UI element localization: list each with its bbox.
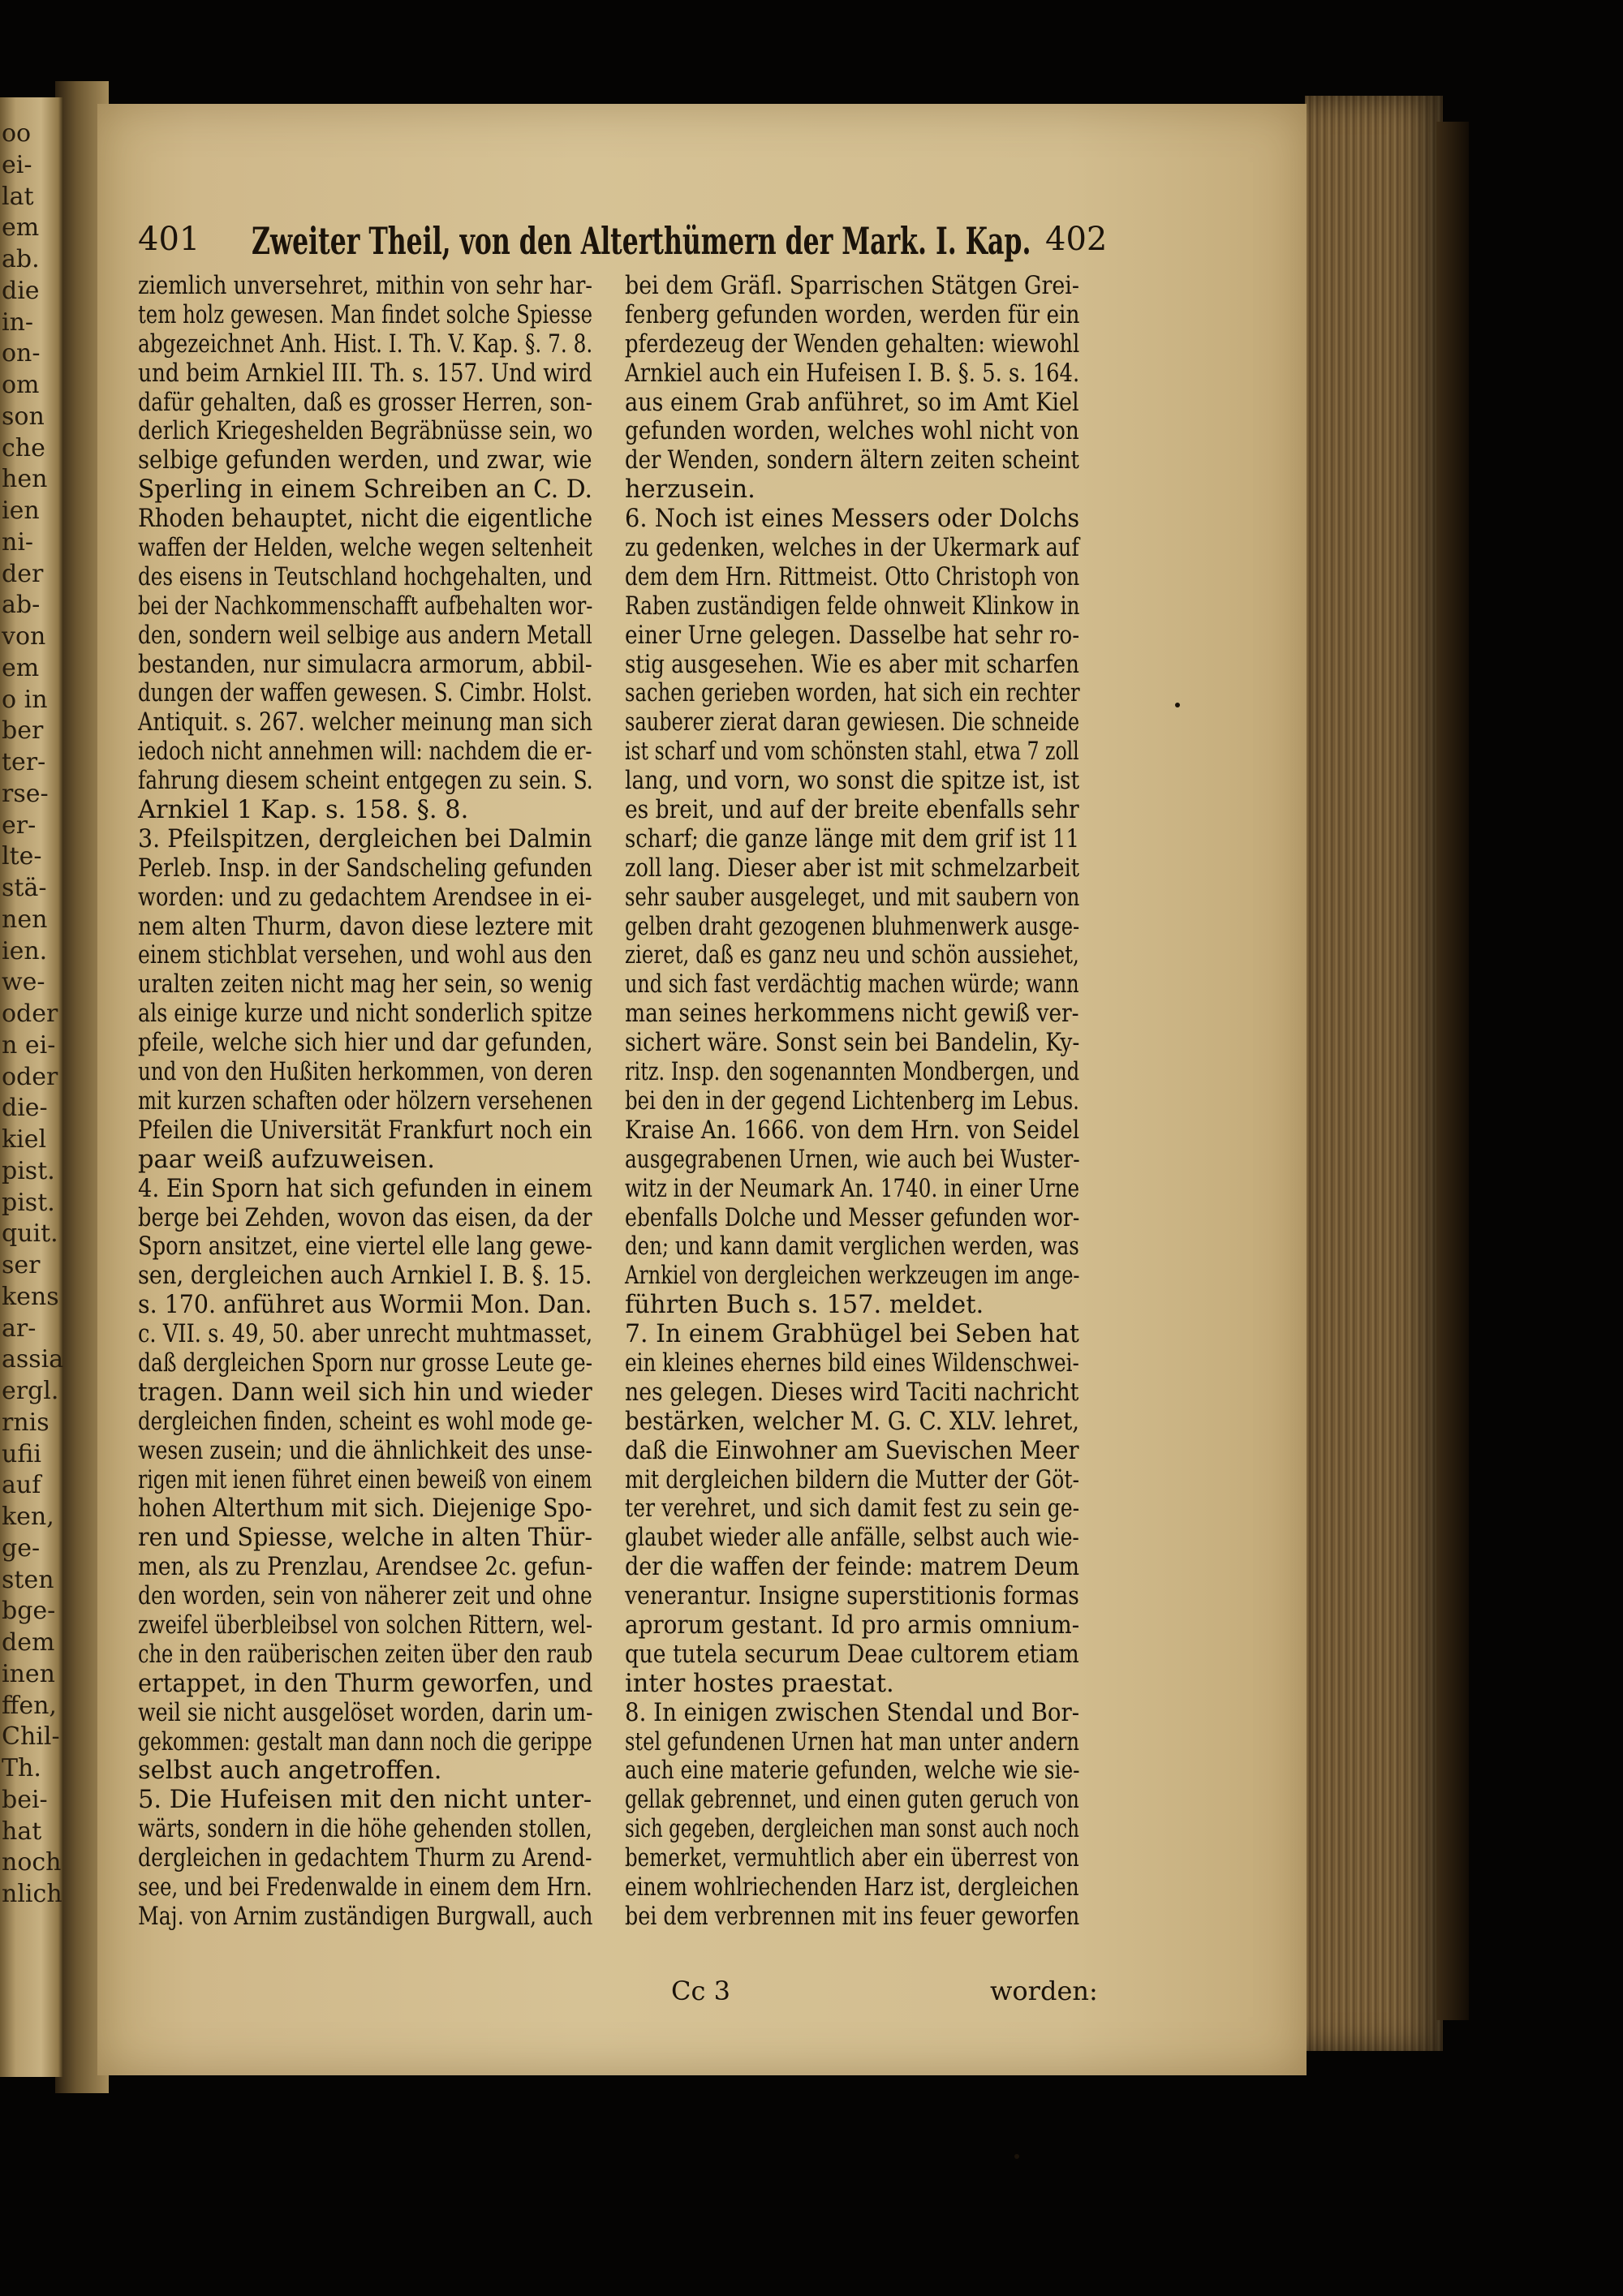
- right-column-line: auch eine materie gefunden, welche wie sie-: [625, 1756, 1080, 1786]
- left-column-line: nem alten Thurm, davon diese leztere mit: [138, 912, 593, 941]
- right-column-line: man seines herkommens nicht gewiß ver-: [625, 1000, 1079, 1029]
- left-column-line: mit kurzen schaften oder hölzern versehenen: [138, 1086, 593, 1116]
- left-column-line: Antiquit. s. 267. welcher meinung man sich: [138, 708, 593, 737]
- left-page-text-fragment: assia: [2, 1345, 63, 1374]
- left-column-line: c. VII. s. 49, 50. aber unrecht muhtmasset,: [138, 1320, 593, 1349]
- right-column-line: sichert wäre. Sonst sein bei Bandelin, Ky-: [625, 1029, 1080, 1058]
- left-page-text-fragment: ab-: [2, 591, 41, 620]
- left-page-text-fragment: em: [2, 213, 40, 243]
- left-page-text-fragment: quit.: [2, 1219, 58, 1249]
- left-page-text-fragment: stä-: [2, 874, 47, 902]
- right-column-line: ist scharf und vom schönsten stahl, etwa 7 zoll: [625, 737, 1079, 767]
- left-page-text-fragment: die: [2, 276, 40, 305]
- left-page-text-fragment: ufii: [2, 1439, 41, 1468]
- left-column-line: selbige gefunden werden, und zwar, wie: [138, 446, 592, 475]
- right-column-line: Kraise An. 1666. von dem Hrn. von Seidel: [625, 1116, 1080, 1145]
- right-column-line: bestärken, welcher M. G. C. XLV. lehret,: [625, 1407, 1080, 1436]
- right-column-line: venerantur. Insigne superstitionis formas: [625, 1582, 1079, 1611]
- left-column-line: tragen. Dann weil sich hin und wieder: [138, 1378, 592, 1407]
- right-column-line: ritz. Insp. den sogenannten Mondbergen, und: [625, 1058, 1080, 1087]
- right-column-line: dem dem Hrn. Rittmeist. Otto Christoph von: [625, 562, 1080, 591]
- left-page-text-fragment: von: [2, 622, 46, 651]
- left-page-text-fragment: ffen,: [2, 1691, 57, 1720]
- left-column-line: Perleb. Insp. in der Sandscheling gefunden: [138, 853, 592, 883]
- left-column-line: dungen der waffen gewesen. S. Cimbr. Holst.: [138, 679, 592, 708]
- left-column-line: Sporn ansitzet, eine viertel elle lang gewe-: [138, 1232, 592, 1262]
- left-page-text-fragment: on-: [2, 339, 41, 368]
- right-column-line: lang, und vorn, wo sonst die spitze ist, ist: [625, 767, 1080, 796]
- left-column-line: fahrung diesem scheint entgegen zu sein. S.: [138, 767, 593, 796]
- left-page-text-fragment: pist.: [2, 1188, 55, 1217]
- left-column-line: als einige kurze und nicht sonderlich spitze: [138, 1000, 593, 1029]
- right-column-line: ebenfalls Dolche und Messer gefunden wor-: [625, 1203, 1080, 1232]
- left-page-text-fragment: kens: [2, 1282, 59, 1311]
- left-page-text-fragment: oder: [2, 1000, 58, 1028]
- right-column-line: stel gefundenen Urnen hat man unter andern: [625, 1727, 1079, 1756]
- paper-speck: [1175, 703, 1180, 707]
- left-page-text-fragment: em: [2, 653, 40, 682]
- left-column-line: ertappet, in den Thurm geworfen, und: [138, 1669, 593, 1698]
- left-page-text-fragment: pist.: [2, 1156, 55, 1185]
- right-column-line: herzusein.: [625, 475, 756, 505]
- left-column-line: weil sie nicht ausgelöset worden, darin um-: [138, 1698, 593, 1727]
- right-column-line: einem wohlriechenden Harz ist, dergleichen: [625, 1872, 1079, 1902]
- right-column-line: ausgegrabenen Urnen, wie auch bei Wuster-: [625, 1145, 1080, 1174]
- left-column-line: ren und Spiesse, welche in alten Thür-: [138, 1524, 593, 1553]
- left-page-text-fragment: kiel: [2, 1125, 47, 1154]
- left-page-text-fragment: nlich: [2, 1880, 62, 1908]
- paper-speck: [1014, 2154, 1019, 2159]
- left-column-line: hohen Alterthum mit sich. Diejenige Spo-: [138, 1494, 592, 1524]
- left-column-line: che in den raüberischen zeiten über den raub: [138, 1640, 593, 1669]
- right-column-line: daß die Einwohner am Suevischen Meer: [625, 1436, 1079, 1465]
- left-column-line: einem stichblat versehen, und wohl aus den: [138, 941, 592, 970]
- right-column-line: gefunden worden, welches wohl nicht von: [625, 417, 1079, 446]
- left-page-text-fragment: dem: [2, 1628, 55, 1657]
- right-column-line: gelben draht gezogenen bluhmenwerk ausge-: [625, 912, 1080, 941]
- left-page-text-fragment: lat: [2, 182, 34, 211]
- left-page-text-fragment: noch: [2, 1848, 62, 1877]
- left-column-line: zweifel überbleibsel von solchen Rittern, wel-: [138, 1610, 593, 1640]
- left-page-text-fragment: rse-: [2, 779, 49, 808]
- left-page-text-fragment: nen: [2, 905, 48, 934]
- right-column-line: sehr sauber ausgeleget, und mit saubern von: [625, 883, 1080, 912]
- right-column-line: sauberer zierat daran gewiesen. Die schneide: [625, 708, 1080, 737]
- left-column-line: Sperling in einem Schreiben an C. D.: [138, 475, 593, 505]
- left-page-text-fragment: ei-: [2, 150, 32, 179]
- right-column-line: zu gedenken, welches in der Ukermark auf: [625, 534, 1079, 563]
- left-column-line: den, sondern weil selbige aus andern Metall: [138, 621, 592, 650]
- right-column-line: pferdezeug der Wenden gehalten: wiewohl: [625, 329, 1080, 359]
- right-column-line: witz in der Neumark An. 1740. in einer Urne: [625, 1174, 1080, 1203]
- right-column-line: bei dem verbrennen mit ins feuer geworfen: [625, 1902, 1080, 1931]
- left-page-text-fragment: ber: [2, 716, 44, 746]
- left-column-line: abgezeichnet Anh. Hist. I. Th. V. Kap. §. 7. 8.: [138, 329, 593, 359]
- right-column-line: aus einem Grab anführet, so im Amt Kiel: [625, 388, 1079, 417]
- page-fore-edge: [1305, 96, 1443, 2051]
- left-page-text-fragment: sten: [2, 1565, 54, 1594]
- left-page-text-fragment: der: [2, 559, 44, 588]
- left-column-line: iedoch nicht annehmen will: nachdem die er-: [138, 737, 592, 767]
- right-column-line: 6. Noch ist eines Messers oder Dolchs: [625, 505, 1080, 534]
- left-column-line: Rhoden behauptet, nicht die eigentliche: [138, 505, 593, 534]
- left-page-text-fragment: we-: [2, 968, 45, 997]
- left-column-line: ziemlich unversehret, mithin von sehr har-: [138, 272, 593, 300]
- right-column-line: bemerket, vermuhtlich aber ein überrest von: [625, 1844, 1079, 1873]
- left-page-text-fragment: hen: [2, 465, 48, 494]
- right-column-line: glaubet wieder alle anfälle, selbst auch wie-: [625, 1524, 1079, 1553]
- left-column-line: waffen der Helden, welche wegen seltenheit: [138, 534, 592, 563]
- left-column-line: und von den Hußiten herkommen, von deren: [138, 1058, 593, 1087]
- right-column-line: scharf; die ganze länge mit dem grif ist 11: [625, 824, 1080, 853]
- left-column-line: den worden, sein von näherer zeit und ohne: [138, 1582, 592, 1611]
- right-column-line: que tutela securum Deae cultorem etiam: [625, 1640, 1079, 1669]
- right-column-line: zoll lang. Dieser aber ist mit schmelzarbeit: [625, 853, 1080, 883]
- left-page-text-fragment: ien: [2, 497, 40, 525]
- book-block-shadow: [1436, 122, 1469, 2020]
- left-column-line: bestanden, nur simulacra armorum, abbil-: [138, 650, 592, 679]
- left-column-line: und beim Arnkiel III. Th. s. 157. Und wird: [138, 359, 592, 388]
- left-page-text-fragment: che: [2, 433, 45, 462]
- page-header: [138, 221, 1112, 269]
- right-column-line: aprorum gestant. Id pro armis omnium-: [625, 1610, 1080, 1640]
- right-column-line: fenberg gefunden worden, werden für ein: [625, 300, 1080, 329]
- page-number-right: 402: [1045, 221, 1108, 258]
- right-column-line: gellak gebrennet, und einen guten geruch von: [625, 1786, 1079, 1815]
- left-column-line: uralten zeiten nicht mag her sein, so wenig: [138, 970, 593, 1000]
- page-number-left: 401: [138, 221, 200, 258]
- text-column-right: [625, 272, 1079, 1932]
- left-page-text-fragment: Chil-: [2, 1722, 60, 1752]
- left-page-text-fragment: om: [2, 371, 40, 399]
- left-page-text-fragment: auf: [2, 1471, 41, 1500]
- running-title: Zweiter Theil, von den Alterthümern der Mark. I. Kap.: [252, 219, 1031, 263]
- left-column-line: rigen mit ienen führet einen beweiß von einem: [138, 1465, 592, 1494]
- left-column-line: paar weiß aufzuweisen.: [138, 1145, 435, 1174]
- left-page-text-fragment: ien.: [2, 936, 48, 965]
- left-column-line: wärts, sondern in die höhe gehenden stollen,: [138, 1815, 592, 1844]
- right-column-line: sich gegeben, dergleichen man sonst auch noch: [625, 1815, 1079, 1844]
- right-column-line: Arnkiel auch ein Hufeisen I. B. §. 5. s. 164.: [625, 359, 1080, 388]
- right-column-line: 7. In einem Grabhügel bei Seben hat: [625, 1320, 1079, 1349]
- left-column-line: dergleichen in gedachtem Thurm zu Arend-: [138, 1844, 592, 1873]
- left-page-text-fragment: oder: [2, 1062, 58, 1091]
- right-column-line: einer Urne gelegen. Dasselbe hat sehr ro-: [625, 621, 1080, 650]
- right-column-line: inter hostes praestat.: [625, 1669, 894, 1698]
- left-page-text-fragment: o in: [2, 685, 48, 714]
- left-column-line: dafür gehalten, daß es grosser Herren, son-: [138, 388, 592, 417]
- right-column-line: stig ausgesehen. Wie es aber mit scharfen: [625, 650, 1079, 679]
- left-page-text-fragment: in-: [2, 307, 34, 337]
- left-column-line: des eisens in Teutschland hochgehalten, und: [138, 562, 592, 591]
- left-page-text-fragment: ergl.: [2, 1377, 59, 1405]
- left-page-text-fragment: ser: [2, 1251, 41, 1279]
- left-column-line: daß dergleichen Sporn nur grosse Leute ge-: [138, 1348, 593, 1378]
- right-column-line: mit dergleichen bildern die Mutter der Göt-: [625, 1465, 1080, 1494]
- left-column-line: 4. Ein Sporn hat sich gefunden in einem: [138, 1174, 593, 1203]
- left-page-text-fragment: ar-: [2, 1314, 37, 1343]
- right-column-line: bei dem Gräfl. Sparrischen Stätgen Grei-: [625, 272, 1080, 300]
- right-column-line: ter verehret, und sich damit fest zu sein ge-: [625, 1494, 1080, 1524]
- left-column-line: selbst auch angetroffen.: [138, 1756, 442, 1786]
- right-column-line: bei den in der gegend Lichtenberg im Lebus.: [625, 1086, 1079, 1116]
- left-page-text-fragment: bei-: [2, 1785, 48, 1814]
- left-column-line: sen, dergleichen auch Arnkiel I. B. §. 15.: [138, 1262, 592, 1291]
- left-column-line: see, und bei Fredenwalde in einem dem Hrn.: [138, 1872, 592, 1902]
- right-column-line: Arnkiel von dergleichen werkzeugen im ange-: [625, 1262, 1080, 1291]
- left-page-text-fragment: n ei-: [2, 1030, 56, 1060]
- right-column-line: den; und kann damit verglichen werden, was: [625, 1232, 1079, 1262]
- right-column-line: der die waffen der feinde: matrem Deum: [625, 1553, 1079, 1582]
- left-page-text-fragment: die-: [2, 1094, 48, 1123]
- left-page-text-fragment: ge-: [2, 1533, 41, 1563]
- right-column-line: nes gelegen. Dieses wird Taciti nachricht: [625, 1378, 1079, 1407]
- left-page-text-fragment: ni-: [2, 527, 34, 557]
- left-column-line: berge bei Zehden, wovon das eisen, da der: [138, 1203, 592, 1232]
- left-page-text-fragment: inen: [2, 1659, 55, 1688]
- right-column-line: führten Buch s. 157. meldet.: [625, 1291, 984, 1320]
- right-column-line: und sich fast verdächtig machen würde; wann: [625, 970, 1079, 1000]
- left-page-text-fragment: er-: [2, 810, 37, 840]
- left-column-line: s. 170. anführet aus Wormii Mon. Dan.: [138, 1291, 592, 1320]
- left-column-line: Pfeilen die Universität Frankfurt noch ein: [138, 1116, 592, 1145]
- left-column-line: 5. Die Hufeisen mit den nicht unter-: [138, 1786, 592, 1815]
- right-column-line: ein kleines ehernes bild eines Wildenschwei-: [625, 1348, 1079, 1378]
- left-page-text-fragment: hat: [2, 1817, 42, 1846]
- left-page-text-fragment: ken,: [2, 1503, 54, 1531]
- left-page-text-fragment: rnis: [2, 1408, 50, 1437]
- left-column-line: dergleichen finden, scheint es wohl mode ge-: [138, 1407, 593, 1436]
- left-column-line: 3. Pfeilspitzen, dergleichen bei Dalmin: [138, 824, 592, 853]
- right-column-line: Raben zuständigen felde ohnweit Klinkow in: [625, 591, 1080, 621]
- left-page-edge: [0, 97, 63, 2077]
- left-column-line: men, als zu Prenzlau, Arendsee 2c. gefun-: [138, 1553, 593, 1582]
- left-page-text-fragment: ab.: [2, 245, 40, 273]
- right-column-line: es breit, und auf der breite ebenfalls sehr: [625, 796, 1079, 825]
- left-page-text-fragment: ter-: [2, 748, 46, 776]
- catchword: worden:: [990, 1976, 1098, 2006]
- left-column-line: worden: und zu gedachtem Arendsee in ei-: [138, 883, 592, 912]
- left-page-text-fragment: Th.: [2, 1754, 41, 1782]
- left-column-line: wesen zusein; und die ähnlichkeit des unse-: [138, 1436, 593, 1465]
- left-page-text-fragment: bge-: [2, 1597, 56, 1626]
- left-column-line: gekommen: gestalt man dann noch die gerippe: [138, 1727, 592, 1756]
- right-column-line: sachen gerieben worden, hat sich ein rechter: [625, 679, 1080, 708]
- left-column-line: tem holz gewesen. Man findet solche Spiesse: [138, 300, 593, 329]
- left-column-line: Arnkiel 1 Kap. s. 158. §. 8.: [138, 796, 469, 825]
- left-page-text-fragment: oo: [2, 119, 32, 148]
- left-page-text-fragment: lte-: [2, 842, 42, 871]
- left-page-text-fragment: son: [2, 402, 45, 431]
- left-column-line: Maj. von Arnim zuständigen Burgwall, auch: [138, 1902, 593, 1931]
- left-column-line: pfeile, welche sich hier und dar gefunden,: [138, 1029, 593, 1058]
- signature-mark: Cc 3: [671, 1976, 730, 2006]
- right-column-line: zieret, daß es ganz neu und schön aussiehet,: [625, 941, 1079, 970]
- left-column-line: derlich Kriegeshelden Begräbnüsse sein, wo: [138, 417, 593, 446]
- left-column-line: bei der Nachkommenschafft aufbehalten wor-: [138, 591, 593, 621]
- right-column-line: der Wenden, sondern ältern zeiten scheint: [625, 446, 1079, 475]
- text-column-left: [138, 272, 592, 1932]
- right-column-line: 8. In einigen zwischen Stendal und Bor-: [625, 1698, 1080, 1727]
